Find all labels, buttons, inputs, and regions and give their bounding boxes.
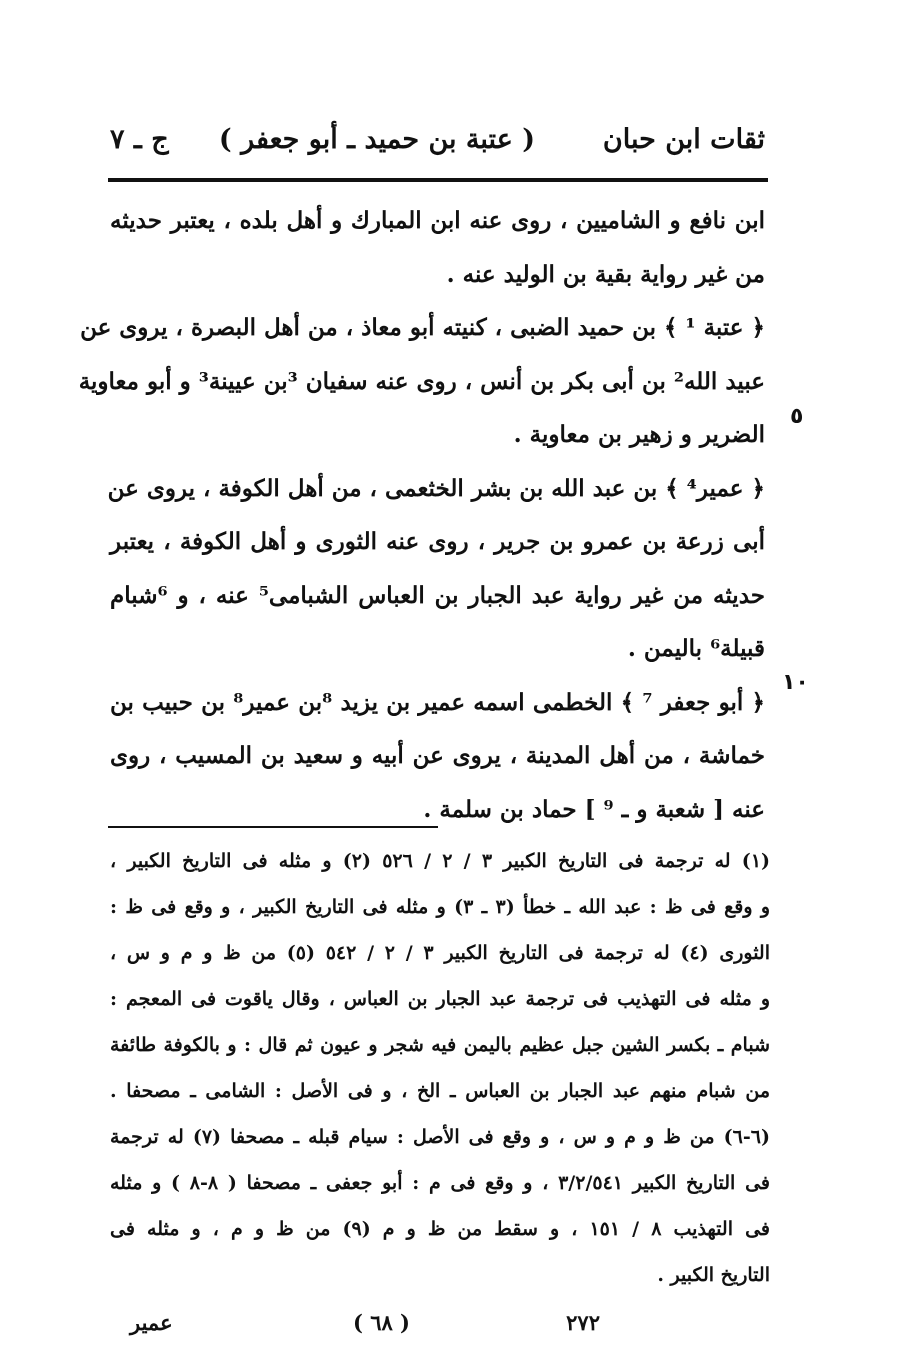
- footnote-line: فى التهذيب ٨ / ١٥١ ، و سقط من ظ و م (٩) من ظ و م ، و مثله فى: [110, 1218, 770, 1240]
- text-line: خماشة ، من أهل المدينة ، يروى عن أبيه و سعيد بن المسيب ، روى: [110, 742, 765, 769]
- footnote-line: و مثله فى التهذيب فى ترجمة عبد الجبار بن العباس ، وقال ياقوت فى المعجم :: [110, 988, 770, 1010]
- text-line: ﴿ عمير⁴ ﴾ بن عبد الله بن بشر الخثعمى ، من أهل الكوفة ، يروى عن: [107, 474, 765, 502]
- text-line: قبيلة⁶ باليمن .: [627, 635, 765, 662]
- page-number: ٢٧٢: [566, 1310, 600, 1335]
- text-line: حديثه من غير رواية عبد الجبار بن العباس الشبامى⁵ عنه ، و ⁶شبام: [110, 581, 765, 609]
- footnote-line: و وقع فى ظ : عبد الله ـ خطأ (٣ ـ ٣) و مثله فى التاريخ الكبير ، و وقع فى ظ :: [110, 896, 771, 918]
- footnote-line: من شبام منهم عبد الجبار بن العباس ـ الخ ، و فى الأصل : الشامى ـ مصحفا .: [110, 1080, 770, 1102]
- text-line: عنه [ شعبة و ـ ⁹ ] حماد بن سلمة .: [423, 795, 765, 823]
- text-line: عبيد الله² بن أبى بكر بن أنس ، روى عنه سفيان ³بن عيينة³ و أبو معاوية: [78, 367, 765, 395]
- footnote-line: (١) له ترجمة فى التاريخ الكبير ٣ / ٢ / ٥٢٦ (٢) و مثله فى التاريخ الكبير ،: [110, 850, 771, 872]
- footnotes: [110, 838, 770, 1298]
- text-line: ﴿ عتبة ¹ ﴾ بن حميد الضبى ، كنيته أبو معاذ ، من أهل البصرة ، يروى عن: [80, 314, 765, 341]
- catchword: عمير: [130, 1310, 173, 1335]
- running-header: [110, 124, 765, 174]
- signature-mark: ( ٦٨ ): [352, 1310, 410, 1335]
- text-line: أبى زرعة بن عمرو بن جرير ، روى عنه الثورى و أهل الكوفة ، يعتبر: [110, 528, 765, 555]
- text-line: الضرير و زهير بن معاوية .: [513, 421, 765, 448]
- footnote-line: فى التاريخ الكبير ٣/٢/٥٤١ ، و وقع فى م : أبو جعفى ـ مصحفا ( ٨-٨ ) و مثله: [110, 1172, 770, 1194]
- volume-label: ج ـ ٧: [110, 124, 169, 155]
- footnote-line: التاريخ الكبير .: [657, 1264, 770, 1286]
- text-line: ابن نافع و الشاميين ، روى عنه ابن المبارك و أهل بلده ، يعتبر حديثه: [110, 207, 765, 234]
- footnote-line: شبام ـ بكسر الشين جبل عظيم باليمن فيه شجر و عيون ثم قال : و بالكوفة طائفة: [110, 1034, 770, 1056]
- footnote-separator: [108, 826, 438, 828]
- line-number-ten: ١٠: [782, 670, 809, 695]
- page-footer: [130, 1310, 690, 1346]
- footnote-line: الثورى (٤) له ترجمة فى التاريخ الكبير ٣ / ٢ / ٥٤٢ (٥) من ظ و م و س ،: [110, 942, 770, 964]
- line-number-five: ٥: [790, 404, 804, 429]
- text-line: ﴿ أبو جعفر ⁷ ﴾ الخطمى اسمه عمير بن يزيد ⁸بن عمير⁸ بن حبيب بن: [110, 688, 765, 716]
- section-title: ( عتبة بن حميد ـ أبو جعفر ): [218, 124, 535, 155]
- header-rule: [108, 178, 768, 182]
- book-title: ثقات ابن حبان: [602, 124, 765, 155]
- footnote-line: (٦-٦) من ظ و م و س ، و وقع فى الأصل : سيام قبله ـ مصحفا (٧) له ترجمة: [110, 1126, 770, 1148]
- text-line: من غير رواية بقية بن الوليد عنه .: [446, 260, 765, 288]
- main-text: [78, 194, 765, 836]
